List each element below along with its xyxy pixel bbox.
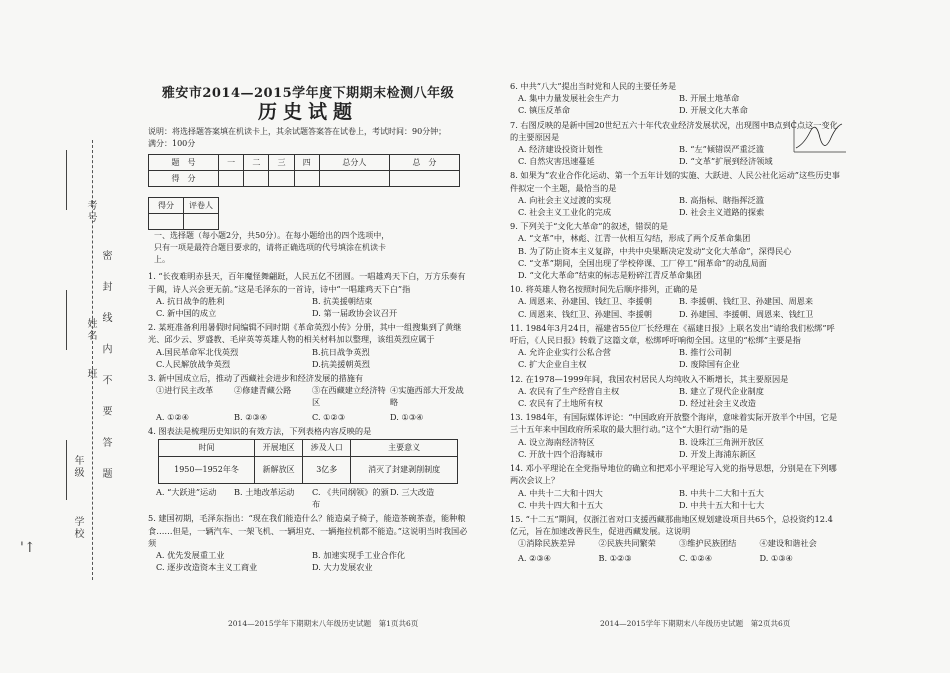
score-cell[interactable]	[389, 171, 459, 187]
question-item	[510, 373, 840, 410]
score-table: 题 号 一 二 三 四 总分人 总 分 得 分	[148, 154, 460, 187]
q4-options	[148, 486, 468, 510]
score-cell[interactable]	[219, 171, 244, 187]
option[interactable]: D.抗美援朝英烈	[312, 358, 370, 369]
option[interactable]: D. 开展文化大革命	[679, 105, 748, 116]
option[interactable]: A. 允许企业实行公私合营	[518, 347, 611, 358]
question-item	[510, 169, 840, 218]
footer-right: 2014—2015学年下期期末八年级历史试题 第2页共6页	[600, 619, 791, 628]
option[interactable]: ②修建青藏公路	[234, 385, 292, 396]
exam-no-label: 考号	[85, 200, 96, 224]
option[interactable]: A. “文革”中，林彪、江青一伙相互勾结，形成了两个反革命集团	[518, 233, 751, 244]
option[interactable]: D. 大力发展农业	[312, 562, 373, 573]
option[interactable]: D. ①③④	[390, 411, 424, 422]
option[interactable]: C. 扩大企业自主权	[518, 359, 587, 370]
question-item	[148, 372, 468, 409]
option[interactable]: B. 高指标、瞎指挥泛滥	[679, 194, 764, 205]
exam-instructions: 说明：将选择题答案填在机读卡上，其余试题答案答在试卷上，考试时间：90分钟； 满分：100分	[148, 127, 447, 149]
exam-title: 雅安市2014—2015学年度下期期末检测八年级	[161, 86, 455, 101]
question-item	[510, 462, 840, 511]
score-cell[interactable]	[244, 171, 269, 187]
option[interactable]: B. “左”倾错误严重泛滥	[679, 144, 765, 155]
question-options	[510, 92, 840, 116]
option[interactable]: B. 建立了现代企业制度	[679, 385, 764, 396]
option[interactable]: B. 为了防止资本主义复辟，中共中央果断决定发动“文化大革命”，深得民心	[518, 245, 792, 256]
option[interactable]: A. 优先发展重工业	[156, 550, 225, 561]
question-options	[510, 385, 840, 409]
question-options	[510, 295, 840, 319]
option[interactable]: B. 抗美援朝结束	[312, 295, 373, 306]
school-label: 学校	[72, 516, 83, 540]
question-options	[510, 436, 840, 460]
option[interactable]: C. 农民有了土地所有权	[518, 398, 603, 409]
option[interactable]: D. 经过社会主义改造	[679, 398, 756, 409]
question-item	[148, 411, 468, 423]
option[interactable]: B. 李援朝、钱红卫、孙建国、周恩来	[679, 296, 814, 307]
question-options	[510, 232, 840, 281]
option[interactable]: ④建设和谐社会	[759, 538, 817, 549]
option[interactable]: D. “文化大革命”结束的标志是粉碎江青反革命集团	[518, 270, 702, 281]
option[interactable]: B. 加速实现手工业合作化	[312, 550, 406, 561]
option[interactable]: ③维护民族团结	[679, 538, 737, 549]
option[interactable]: A. “大跃进”运动	[156, 487, 217, 498]
question-options	[148, 295, 468, 319]
question-stem: 7. 右图反映的是新中国20世纪五六十年代农业经济发展状况，出现图中B点到C点这一变化的主要原因是	[510, 119, 838, 142]
question-stem: 2. 某班准备利用暑假时间编辑不同时期《革命英烈小传》分册，其中一组搜集到了黄继光、邱少云、罗盛教、毛岸英等英雄人物的相关材料加以整理，该组英烈应属于	[148, 322, 462, 345]
option[interactable]: B. 开展土地革命	[679, 93, 740, 104]
question-options	[510, 487, 840, 511]
option[interactable]: C. ①②③	[312, 411, 346, 422]
option[interactable]: ①消除民族差异	[518, 538, 576, 549]
question-stem: 12. 在1978—1999年间，我国农村居民人均纯收入不断增长，其主要原因是	[510, 373, 789, 384]
question-options	[510, 537, 840, 549]
option[interactable]: C. 开放十四个沿海城市	[518, 448, 603, 459]
option[interactable]: B. 中共十二大和十五大	[679, 487, 764, 498]
question-stem: 3. 新中国成立后，推动了西藏社会进步和经济发展的措施有	[148, 373, 364, 384]
option[interactable]: C. 逐步改造资本主义工商业	[156, 562, 258, 573]
question-options	[148, 346, 468, 370]
option[interactable]: A. ②③④	[518, 552, 552, 563]
option[interactable]: A. 抗日战争的胜利	[156, 295, 225, 306]
q4-table: 时间 开展地区 涉及人口 主要意义 1950—1952年冬 新解放区 3亿多 消灭了封建剥削制度	[158, 439, 458, 484]
class-label: 班	[85, 368, 96, 380]
option[interactable]: D. 开发上海浦东新区	[679, 448, 756, 459]
option[interactable]: B. ①②③	[598, 552, 632, 563]
question-options	[148, 384, 468, 408]
option[interactable]: ③在西藏建立经济特区	[312, 385, 386, 408]
option[interactable]: D. 三大改造	[390, 487, 435, 498]
option[interactable]: A. 农民有了生产经营自主权	[518, 385, 620, 396]
option[interactable]: ①进行民主改革	[156, 385, 214, 396]
name-label: 姓名	[85, 318, 96, 342]
binding-rule-low	[66, 440, 67, 500]
option[interactable]: A. 集中力量发展社会生产力	[518, 93, 620, 104]
question-item	[510, 322, 840, 371]
option[interactable]: A. 向社会主义过渡的实现	[518, 194, 611, 205]
subject-title: 历史试题	[257, 101, 358, 124]
option[interactable]: D. 第一届政协会议召开	[312, 308, 398, 319]
option[interactable]: C. 社会主义工业化的完成	[518, 207, 612, 218]
binding-rule-top	[66, 150, 67, 210]
question-stem: 10. 将英雄人物名按照时间先后顺序排列，正确的是	[510, 284, 698, 295]
question-options	[510, 552, 840, 564]
option[interactable]: A. 中共十二大和十四大	[518, 487, 603, 498]
question-5: 5. 建国初期，毛泽东指出：“现在我们能造什么？能造桌子椅子，能造茶碗茶壶，能种粮食……但是，一辆汽车、一架飞机、一辆坦克、一辆拖拉机都不能造。”这说明当时我国必须 A. 优先发展重工业 B. 加速实现手工业合作化 C. 逐步改造资本主义工商业 D. 大力发展农业	[148, 513, 468, 573]
grader-box: 得分 评卷人	[148, 197, 219, 230]
seal-warning: 密 封 线 内 不 要 答 题	[100, 250, 111, 488]
option[interactable]: B.抗日战争英烈	[312, 346, 370, 357]
option[interactable]: C. 《共同纲领》的颁布	[312, 487, 389, 510]
option[interactable]: A. 周恩来、孙建国、钱红卫、李援朝	[518, 296, 652, 307]
question-stem: 11. 1984年3月24日，福建省55位厂长经理在《福建日报》上联名发出“请给我们松绑”呼吁后，《人民日报》转载了这篇文章，松绑呼吁响彻全国。这里的“松绑”主要是指	[510, 322, 835, 346]
question-list-left	[148, 270, 468, 422]
option[interactable]: C. ①②④	[679, 552, 713, 563]
option[interactable]: D. 废除国有企业	[679, 359, 740, 370]
option[interactable]: A. 设立海南经济特区	[518, 436, 595, 447]
section1-header	[148, 197, 468, 266]
option[interactable]: B. 推行公司制	[679, 347, 732, 358]
option[interactable]: D. 中共十五大和十七大	[679, 499, 765, 510]
binding-rule-mid	[66, 290, 67, 350]
option[interactable]: D. “文革”扩展到经济领域	[679, 156, 773, 167]
q5-options	[148, 549, 468, 573]
section1-instructions: 一、选择题（每小题2分，共50分）。在每小题给出的四个选项中，只有一项是最符合题目要求的，请将正确选项的代号填涂在机读卡上。	[154, 231, 390, 265]
option[interactable]: C. 新中国的成立	[156, 308, 217, 319]
option[interactable]: C. 镇压反革命	[518, 105, 571, 116]
question-item	[510, 283, 840, 320]
option[interactable]: ②民族共同繁荣	[598, 538, 656, 549]
option[interactable]: C. 周恩来、钱红卫、孙建国、李援朝	[518, 308, 652, 319]
question-options	[148, 411, 468, 423]
question-item	[148, 321, 468, 370]
question-stem: 15. “十二五”期间，仅浙江省对口支援西藏那曲地区规划建设项目共65个，总投资约12.4亿元，旨在加速改善民生，促进西藏发展。这说明	[510, 513, 833, 537]
question-stem: 1. “长夜难明赤县天，百年魔怪舞翩跹，人民五亿不团圆。一唱雄鸡天下白，万方乐奏有于阗，诗人兴会更无前。”这是毛泽东的一首诗，诗中“一唱雄鸡天下白”指	[148, 271, 466, 294]
option[interactable]: B. 设珠江三角洲开放区	[679, 436, 764, 447]
question-stem: 14. 邓小平理论在全党指导地位的确立和把邓小平理论写入党的指导思想，分别是在下列哪两次会议上？	[510, 463, 837, 486]
question-stem: 9. 下列关于“文化大革命”的叙述，错误的是	[510, 221, 668, 232]
score-cell[interactable]	[269, 171, 294, 187]
question-stem: 6. 中共“八大”提出当时党和人民的主要任务是	[510, 81, 677, 91]
question-item	[510, 513, 840, 550]
question-item	[510, 411, 840, 460]
option[interactable]: A. ①②④	[156, 411, 190, 422]
question-stem: 8. 如果为“农业合作化运动、第一个五年计划的实施、大跃进、人民公社化运动”这些历史事件拟定一个主题，最恰当的是	[510, 170, 840, 193]
option[interactable]: D. ①③④	[759, 552, 793, 563]
option[interactable]: A.国民革命军北伐英烈	[156, 346, 239, 357]
question-item	[148, 270, 468, 319]
scan-mark: '↑	[20, 540, 36, 556]
option[interactable]: A. 经济建设投资计划性	[518, 144, 603, 155]
score-cell[interactable]	[294, 171, 319, 187]
option[interactable]: C. 中共十四大和十五大	[518, 499, 603, 510]
grader-score-cell[interactable]	[149, 214, 184, 230]
option[interactable]: ④实施西部大开发战略	[390, 385, 464, 408]
option[interactable]: C.人民解放战争英烈	[156, 358, 231, 369]
option[interactable]: B. ②③④	[234, 411, 268, 422]
grade-label: 年级	[72, 455, 83, 479]
q7-growth-chart	[790, 118, 848, 158]
footer-left: 2014—2015学年下期期末八年级历史试题 第1页共6页	[228, 619, 419, 628]
grader-name-cell[interactable]	[184, 214, 219, 230]
left-page	[148, 88, 468, 573]
score-cell[interactable]	[319, 171, 389, 187]
option[interactable]: B. 土地改革运动	[234, 487, 295, 498]
option[interactable]: D. 社会主义道路的探索	[679, 207, 765, 218]
question-stem: 13. 1984年，有国际媒体评论：“中国政府开放整个海岸，意味着实际开放半个中国，它是三十五年来中国政府所采取的最大胆行动。”这个“大胆行动”指的是	[510, 412, 838, 435]
question-item	[510, 80, 840, 117]
question-options	[510, 346, 840, 370]
option[interactable]: C. “文革”期间，全国出现了学校停课、工厂停工“闹革命”的动乱局面	[518, 257, 767, 268]
option[interactable]: C. 自然灾害迅速蔓延	[518, 156, 595, 167]
question-item	[510, 220, 840, 281]
option[interactable]: D. 孙建国、李援朝、周恩来、钱红卫	[679, 308, 814, 319]
question-item	[510, 552, 840, 564]
question-4: 4. 图表法是梳理历史知识的有效方法，下列表格内容反映的是 时间 开展地区 涉及人口 主要意义 1950—1952年冬 新解放区 3亿多 消灭了封建剥削制度 A. “大跃进”运动 B. 土地改革运动 C. 《共同纲领》的颁布 D. 三大改造	[148, 425, 468, 511]
question-options	[510, 194, 840, 218]
